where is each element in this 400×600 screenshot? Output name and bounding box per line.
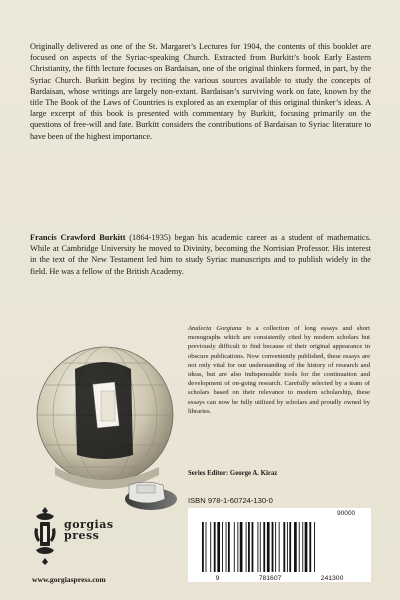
barcode-bar: [279, 522, 280, 572]
barcode-bar: [252, 522, 254, 572]
barcode-bar: [234, 522, 235, 572]
barcode-bar: [305, 522, 308, 572]
publisher-name: [64, 519, 114, 541]
barcode-bar: [267, 522, 270, 572]
barcode-bar: [206, 522, 207, 572]
barcode-bar: [248, 522, 250, 572]
barcode-bar: [228, 522, 230, 572]
barcode-bar: [246, 522, 247, 572]
barcode-bar: [283, 522, 285, 572]
barcode-bars: [188, 508, 371, 582]
barcode-bar: [263, 522, 265, 572]
barcode-bar: [202, 522, 204, 572]
barcode-bar: [289, 522, 291, 572]
barcode-digit-group: 9: [215, 575, 220, 582]
barcode: [188, 508, 371, 582]
publisher-website: www.gorgiaspress.com: [32, 575, 106, 584]
series-editor: Series Editor: George A. Kiraz: [188, 470, 278, 477]
author-bio: [30, 232, 371, 277]
barcode-bar: [222, 522, 223, 572]
series-description: [188, 324, 370, 416]
author-bio-text: (1864-1935) began his academic career as a student of mathematics. While at Cambridge University he moved to Divinity, becoming the Norrisian Professor. His interest in the text of the New Testament led him to study Syriac manuscripts and to publish widely in the field. He was a fellow of the British Academy.: [30, 233, 372, 276]
publisher-name-line: gorgias: [64, 518, 114, 531]
barcode-bar: [260, 522, 261, 572]
barcode-bar: [309, 522, 311, 572]
barcode-bar: [275, 522, 276, 572]
series-name: Analecta Gorgiana: [188, 325, 242, 332]
barcode-bar: [257, 522, 258, 572]
barcode-bar: [226, 522, 227, 572]
barcode-bar: [217, 522, 220, 572]
barcode-price: 90000: [337, 510, 356, 517]
barcode-digit-group: 781607: [258, 575, 282, 582]
publisher-name-line: press: [64, 529, 100, 542]
barcode-bar: [294, 522, 297, 572]
gorgias-logo-icon: [32, 506, 58, 566]
barcode-digits: [188, 575, 371, 582]
barcode-bar: [210, 522, 211, 572]
barcode-bar: [302, 522, 303, 572]
isbn-label: ISBN 978-1-60724-130-0: [188, 496, 273, 505]
barcode-digit-group: 241300: [320, 575, 344, 582]
author-name: Francis Crawford Burkitt: [30, 233, 126, 242]
series-blurb-text: is a collection of long essays and short monographs which are consistently cited by modern scholars but previously difficult to find because of their original appearance in obscure publications. Now conveniently published, these essays are not only vital for our understanding of the history of research and ideas, but are also indispensable tools for the continuation and development of on-going research. Carefully selected by a team of scholars based on their relevance to modern scholarship, these essays can now be fully utilized by scholars and proudly owned by libraries.: [188, 325, 370, 415]
barcode-bar: [314, 522, 315, 572]
barcode-bar: [240, 522, 243, 572]
book-description: Originally delivered as one of the St. Margaret’s Lectures for 1904, the contents of this booklet are focused on aspects of the Syriac-speaking Church. Extracted from Burkitt’s book Early Eastern Christianity, the fifth lecture focuses on Bardaisan, one of the original thinkers formed, in part, by the Syriac Church. Burkitt begins by reciting the various sources available to study the concepts of Bardaisan, whose writings are largely non-extant. Bardaisan’s surviving work on fate, known by the title The Book of the Laws of Countries is explored as an exemplar of this original thinker’s ideas. A large excerpt of this book is presented with commentary by Burkitt, focusing primarily on the questions of free-will and fate. Burkitt considers the contributions of Bardaisan to Syriac literature to have been of the highest importance.: [30, 42, 371, 141]
barcode-bar: [287, 522, 288, 572]
barcode-bar: [214, 522, 216, 572]
barcode-bar: [272, 522, 274, 572]
globe-illustration: [25, 335, 185, 520]
barcode-bar: [237, 522, 238, 572]
barcode-bar: [299, 522, 300, 572]
